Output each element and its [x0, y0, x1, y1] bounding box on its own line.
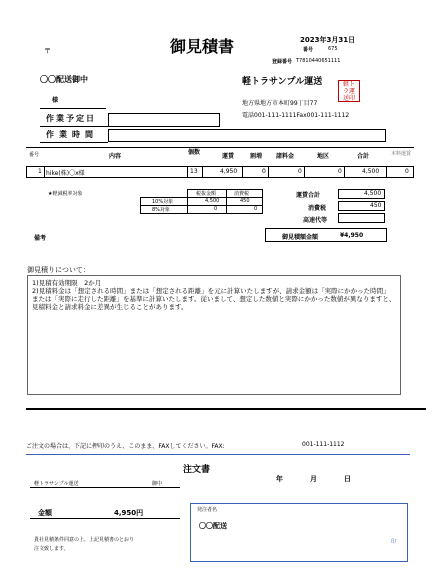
row-content: hike(株)〇x様	[46, 170, 85, 177]
order-amount-underline	[30, 518, 180, 519]
rate10-tax: 450	[240, 198, 250, 204]
schedule-underline	[40, 126, 108, 127]
order-amount-label: 金額	[38, 509, 52, 517]
row-divider	[44, 166, 45, 178]
row-qty: 13	[190, 168, 198, 175]
orderer-label: 発注者名	[197, 507, 218, 513]
time-underline	[40, 142, 108, 143]
issue-date: 2023年3月31日	[300, 36, 356, 44]
schedule-label: 作業予定日	[46, 114, 96, 123]
row-divider	[202, 166, 203, 178]
customer-underline	[40, 108, 106, 109]
cut-line	[26, 408, 426, 410]
orderer-name: 〇〇配送	[199, 522, 227, 530]
col-header-area: 地区	[316, 153, 329, 160]
order-year: 年	[276, 475, 283, 483]
order-note-1: 貴社見積条件同意の上、上記見積書のとおり	[34, 537, 135, 543]
orderer-box[interactable]	[190, 503, 408, 562]
tax-value: 450	[370, 202, 382, 209]
grand-total-value: ¥4,950	[340, 232, 364, 239]
order-fax: 001-111-1112	[302, 441, 345, 448]
order-amount-value: 4,950円	[114, 509, 144, 517]
fare-total-label: 運賃合計	[296, 192, 321, 199]
row-fare: 4,950	[220, 168, 238, 175]
fare-total-value: 4,500	[364, 190, 382, 197]
customer-sama: 様	[52, 97, 59, 104]
tax-col-amount: 税抜金額	[196, 191, 217, 197]
number-label: 番号	[303, 47, 314, 53]
postal-mark: 〒	[44, 47, 51, 55]
company-address: 地方県地方市本町99丁目77	[242, 100, 318, 107]
row-note: 0	[405, 168, 409, 175]
tax-row-divider	[140, 213, 188, 214]
notes-line-1: 1)見積有効期限 2か月	[32, 279, 102, 287]
time-field[interactable]	[108, 129, 386, 142]
number-value: 675	[328, 46, 338, 52]
company-name: 軽トラサンプル運送	[242, 77, 323, 87]
remarks-label: 備考	[34, 235, 47, 242]
col-header-note: 本料運賃	[390, 151, 411, 157]
notes-heading: 御見積りについて：	[27, 266, 90, 274]
order-to-company: 軽トラサンプル運送	[34, 481, 79, 487]
order-rule	[26, 454, 410, 455]
order-instruction: ご注文の場合は、下記に押印のうえ、このまま、FAXしてください。FAX:	[26, 443, 225, 450]
reg-no-value: T7810440651111	[296, 58, 341, 64]
tax-col-tax: 消費税	[234, 191, 250, 197]
col-header-total: 合計	[356, 153, 369, 160]
company-tel-fax: 電話001-111-1111Fax001-111-1112	[242, 112, 350, 119]
col-header-extra: 割増	[249, 153, 262, 160]
rate8-tax: 0	[254, 206, 258, 212]
rate8-amount: 0	[214, 206, 218, 212]
tax-row-divider	[187, 197, 263, 198]
order-day: 日	[344, 475, 351, 483]
highway-label: 高速代等	[303, 217, 328, 224]
tax-row-divider	[187, 205, 263, 206]
reduced-rate-label: ★軽減税率対象	[48, 191, 83, 197]
row-misc: 0	[298, 168, 302, 175]
col-header-content: 内容	[108, 153, 121, 160]
stamp-mark: 印	[391, 539, 397, 545]
notes-line-2: 2)見積料金は「想定される時間」または「想定される距離」を元に計算いたしますが、請求金額は「実際にかかった時間」または「実際に走行した距離」を基準に計算いたします。従いまして、想定した数値と実際にかかった数値が異なりますと、見積料金と請求料金に差異が生じることがあります。	[32, 287, 396, 311]
rate10-label: 10%対象	[152, 199, 174, 205]
time-label: 作業時間	[46, 130, 98, 139]
table-top-border	[26, 147, 414, 148]
rate10-amount: 4,500	[205, 198, 220, 204]
col-header-misc: 諸料金	[275, 153, 294, 160]
highway-box	[338, 213, 385, 223]
row-extra: 0	[262, 168, 266, 175]
order-to-suffix: 御中	[152, 481, 163, 487]
order-title: 注文書	[183, 465, 211, 475]
order-to-underline	[30, 487, 180, 488]
document-title: 御見積書	[170, 37, 235, 56]
row-total: 4,500	[362, 168, 380, 175]
grand-total-label: 御見積額金額	[282, 234, 319, 241]
row-divider	[268, 166, 269, 178]
row-divider	[304, 166, 305, 178]
company-seal: 軽ト ラ運 送印	[338, 80, 360, 102]
row-divider	[187, 166, 188, 178]
schedule-field[interactable]	[108, 113, 220, 127]
col-header-qty: 個数	[188, 149, 201, 156]
order-note-2: 注文致します。	[34, 546, 69, 552]
tax-label: 消費税	[308, 205, 327, 212]
col-header-no: 番号	[28, 152, 39, 158]
notes-box	[27, 275, 401, 395]
row-divider	[386, 166, 387, 178]
tax-col-divider	[140, 197, 141, 214]
col-header-fare: 運賃	[221, 153, 234, 160]
row-divider	[242, 166, 243, 178]
tax-col-divider	[226, 189, 227, 214]
rate8-label: 8%対象	[152, 207, 170, 213]
row-no: 1	[38, 168, 42, 175]
order-month: 月	[310, 475, 317, 483]
row-divider	[344, 166, 345, 178]
reg-no-label: 登録番号	[272, 59, 293, 65]
customer-name: 〇〇配送御中	[40, 75, 88, 84]
row-area: 0	[338, 168, 342, 175]
